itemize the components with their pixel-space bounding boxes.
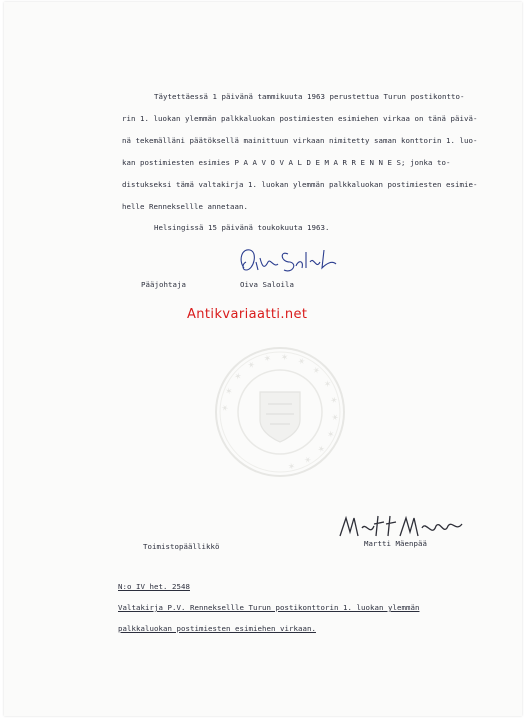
paragraph-line-3: nä tekemälläni päätöksellä mainittuun virkaan nimitetty saman konttorin 1. luo- [122, 136, 478, 145]
watermark-text: Antikvariaatti.net [187, 307, 308, 322]
signer2-title: Toimistopäällikkö [143, 542, 220, 551]
paragraph-line-4: kan postimiesten esimies P A A V O V A L D E M A R R E N N E S; jonka to- [122, 158, 451, 167]
embossed-seal [200, 342, 360, 482]
paragraph-line-6: helle Renneksellle annetaan. [122, 202, 248, 211]
signer1-name: Oiva Saloila [240, 280, 294, 289]
document-page [4, 2, 522, 716]
reference-line-1: Valtakirja P.V. Renneksellle Turun postikonttorin 1. luokan ylemmän [118, 603, 420, 612]
signature-oiva-saloila [236, 240, 356, 280]
signer1-title: Pääjohtaja [141, 280, 186, 289]
paragraph-line-2: rin 1. luokan ylemmän palkkaluokan postimiesten esimiehen virkaa on tänä päivä- [122, 114, 478, 123]
svg-text:✶ ✶ ✶ ✶ ✶ ✶ ✶ ✶ ✶ ✶ ✶ ✶ ✶ ✶ ✶: ✶ ✶ ✶ ✶ ✶ ✶ ✶ ✶ ✶ ✶ ✶ ✶ ✶ ✶ ✶ [220, 352, 340, 471]
reference-number: N:o IV het. 2548 [118, 582, 190, 591]
paragraph-line-1: Täytettäessä 1 päivänä tammikuuta 1963 perustettua Turun postikontto- [154, 92, 465, 101]
place-date: Helsingissä 15 päivänä toukokuuta 1963. [154, 223, 330, 232]
signer2-name: Martti Mäenpää [364, 539, 427, 548]
reference-line-2: palkkaluokan postimiesten esimiehen virkaan. [118, 624, 316, 633]
paragraph-line-5: distukseksi tämä valtakirja 1. luokan ylemmän palkkaluokan postimiesten esimie- [122, 180, 478, 189]
